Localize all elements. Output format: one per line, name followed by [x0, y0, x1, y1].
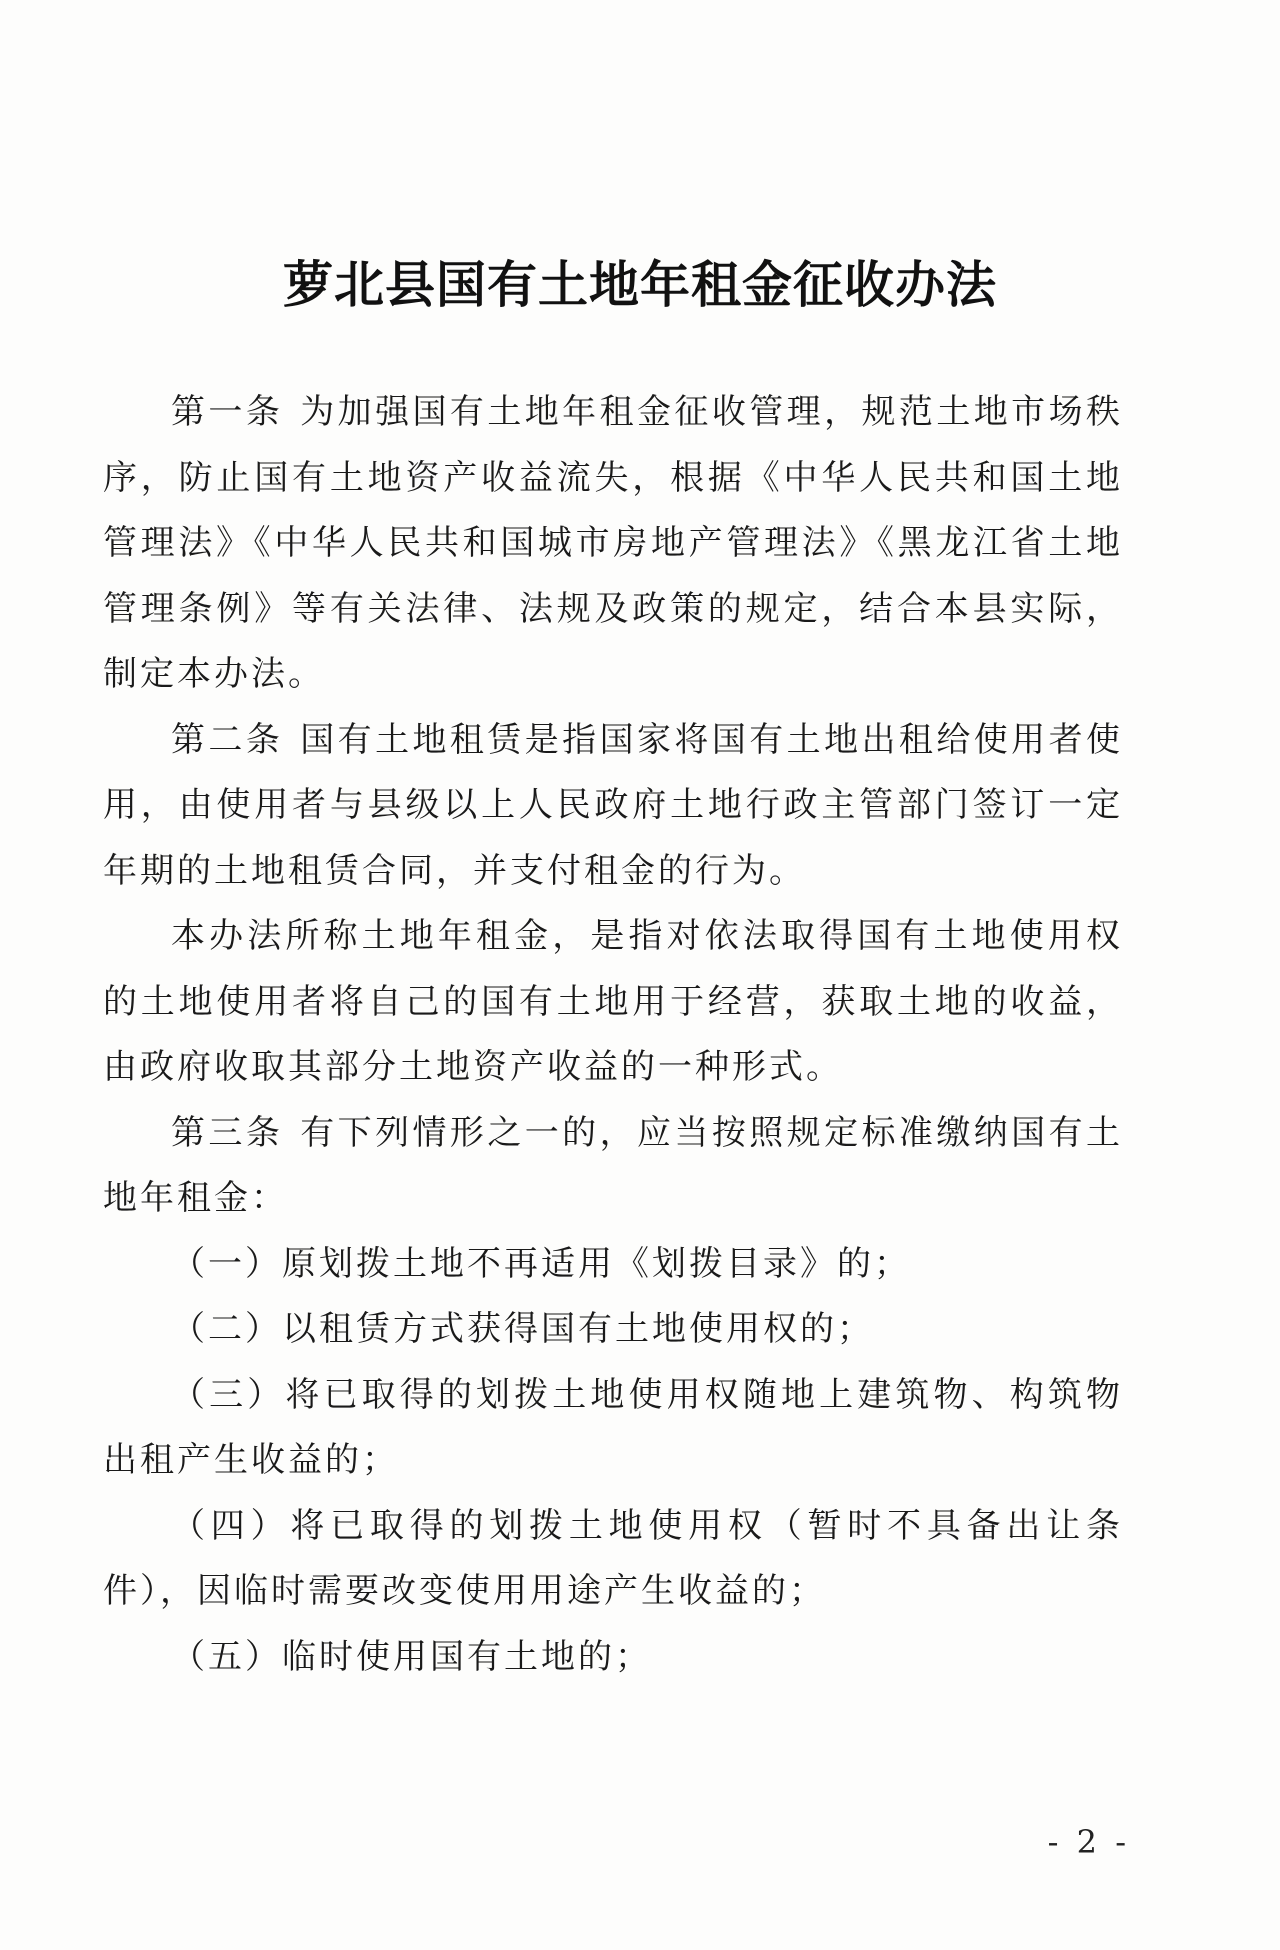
- article-3-item-5: （五）临时使用国有土地的；: [171, 1636, 652, 1677]
- article-1: [103, 380, 1123, 708]
- article-3-item-2: （二）以租赁方式获得国有土地使用权的；: [171, 1309, 874, 1349]
- page-number: - 2 -: [1047, 1823, 1130, 1861]
- article-2-text: 国有土地租赁是指国家将国有土地出租给使用者使用，由使用者与县级以上人民政府土地行政主管部门签订一定年期的土地租赁合同，并支付租金的行为。: [103, 719, 1123, 891]
- article-3-item-3: （三）将已取得的划拨土地使用权随地上建筑物、构筑物出租产生收益的；: [103, 1374, 1123, 1480]
- article-2-number: 第二条: [171, 719, 284, 760]
- document-body: [103, 380, 1123, 1690]
- article-3-item-4: （四）将已取得的划拨土地使用权（暂时不具备出让条件），因临时需要改变使用用途产生收益的；: [103, 1505, 1123, 1611]
- document-title: 萝北县国有土地年租金征收办法: [283, 256, 997, 314]
- article-3-number: 第三条: [171, 1112, 284, 1153]
- article-3: [103, 1101, 1123, 1232]
- article-2-paragraph-2: 本办法所称土地年租金，是指对依法取得国有土地使用权的土地使用者将自己的国有土地用于经营，获取土地的收益，由政府收取其部分土地资产收益的一种形式。: [103, 916, 1123, 1087]
- article-1-number: 第一条: [171, 392, 284, 432]
- article-3-text: 有下列情形之一的，应当按照规定标准缴纳国有土地年租金：: [103, 1112, 1123, 1218]
- article-1-text: 为加强国有土地年租金征收管理，规范土地市场秩序，防止国有土地资产收益流失，根据《中华人民共和国土地管理法》《中华人民共和国城市房地产管理法》《黑龙江省土地管理条例》等有关法律、法规及政策的规定，结合本县实际，制定本办法。: [103, 392, 1123, 694]
- article-2: [103, 708, 1123, 905]
- article-3-item-1: （一）原划拨土地不再适用《划拨目录》的；: [171, 1243, 911, 1284]
